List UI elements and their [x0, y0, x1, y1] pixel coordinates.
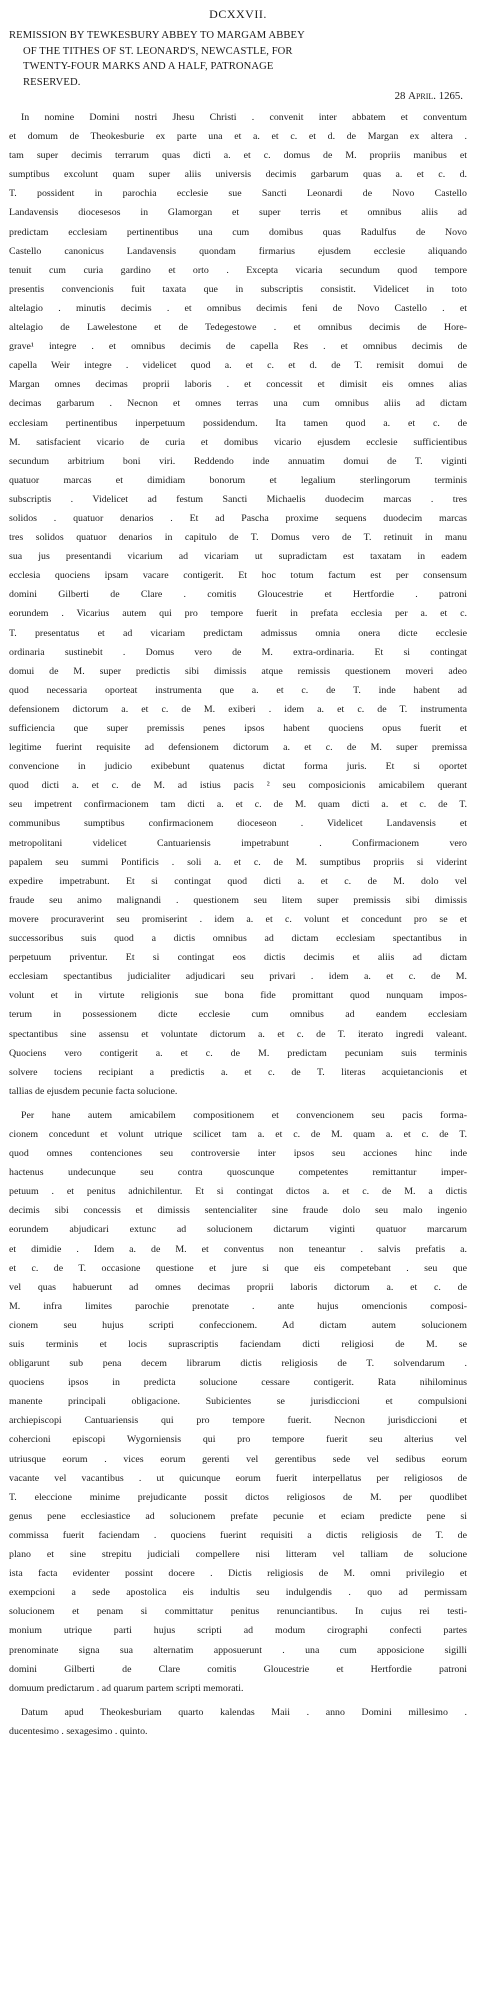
- text-line: plano et sine strepitu judiciali compellere nisi litteram vel talliam de solucione: [9, 1549, 467, 1561]
- text-line: fraude seu animo malignandi . questionem seu litem super premissis sibi dimissis: [9, 894, 467, 906]
- text-line: tallias de ejusdem pecunie facta solucione.: [9, 1085, 178, 1097]
- text-line: domini Gilberti de Clare . comitis Gloucestrie et Hertfordie . patroni: [9, 589, 467, 601]
- text-line: T. presentatus et ad vicariam predictam admissus omnia onera dicte ecclesie: [9, 627, 467, 639]
- text-line: quod necessaria oporteat instrumenta que a. et c. de T. inde habent ad: [9, 684, 467, 696]
- text-line: Margan omnes decimas proprii laboris . et concessit et dimisit eis omnes alias: [9, 379, 467, 391]
- text-line: vacante vel vacantibus . ut quicunque eorum fuerit interpellatus per religiosos de: [9, 1472, 467, 1484]
- text-line: sufficiencia que super premissis penes ipsos habent quociens opus fuerit et: [9, 723, 467, 734]
- text-line: legitime fuerint requisite ad defensionem dictorum a. et c. de M. super premissa: [9, 742, 467, 754]
- text-line: quatuor marcas et dimidiam bonorum et legalium sterlingorum terminis: [9, 474, 467, 486]
- text-line: volunt et in virtute religionis sue bona fide promittant quod nunquam impos-: [9, 990, 467, 1002]
- text-line: cionem seu hujus scripti confeccionem. Ad dictam autem solucionem: [9, 1319, 467, 1331]
- charter-body: [9, 108, 467, 1741]
- text-line: manente principali obligacione. Subicientes se jurisdiccioni et compulsioni: [9, 1396, 467, 1408]
- text-line: secundum arbitrium boni viri. Reddendo inde annuatim domui de T. viginti: [9, 455, 467, 467]
- text-line: M. infra limites parochie prenotate . ante hujus omencionis composi-: [9, 1300, 467, 1312]
- text-line: quociens ipsos in predicta solucione cessare contigerit. Rata nihilominus: [9, 1377, 467, 1389]
- text-line: et dimidie . Idem a. de M. et conventus non teneantur . salvis prefatis a.: [9, 1243, 467, 1255]
- text-line: tam super decimis terrarum quas dicti a. et c. domus de M. propriis manibus et: [9, 150, 467, 162]
- text-line: domui de M. super predictis sibi dimissis atque remissis questionem moveri adeo: [9, 665, 467, 677]
- text-line: monium utrique parti hujus scripti ad modum cirographi confecti partes: [9, 1625, 467, 1637]
- text-line: domini Gilberti de Clare comitis Gloucestrie et Hertfordie patroni: [9, 1663, 467, 1675]
- text-line: decimis sibi concessis et dimissis sentencialiter sine fraude dolo seu malo ingenio: [9, 1205, 467, 1217]
- text-line: predictam ecclesiam pertinentibus una cum domibus quas Radulfus de Novo: [9, 226, 467, 238]
- text-line: seu impetrent confirmacionem tam dicti a. et c. de M. quam dicti a. et c. de T.: [9, 799, 467, 811]
- text-line: quod omnes contenciones seu controversie inter ipsos seu acciones hinc inde: [9, 1148, 467, 1160]
- heading-line: OF THE TITHES OF ST. LEONARD'S, NEWCASTLE, FOR: [23, 45, 293, 57]
- text-line: ecclesiam spectantibus judicialiter adjudicari seu privari . idem a. et c. de M.: [9, 971, 467, 983]
- text-line: tenuit cum curia gardino et orto . Excepta vicaria secundum quod tempore: [9, 264, 467, 276]
- text-line: genus pene ecclesiastice ad solucionem prefate pecunie et eciam predicte pene si: [9, 1510, 467, 1522]
- text-line: grave¹ integre . et omnibus decimis de capella Res . et omnibus decimis de: [9, 341, 467, 353]
- text-line: eorundem abjudicari extunc ad solucionem dictarum viginti quatuor marcarum: [9, 1224, 467, 1236]
- date-month: April.: [408, 90, 436, 102]
- text-line: exempcioni a sede apostolica eis indultis seu indulgendis . quo ad permissam: [9, 1587, 467, 1599]
- text-line: Landavensis diocesesos in Glamorgan et super terris et omnibus aliis ad: [9, 207, 467, 219]
- text-line: movere procuraverint seu promiserint . idem a. et c. volunt et concedunt pro se et: [9, 913, 467, 925]
- text-line: convencione in judicio exibebunt quatenus dictat forma juris. Et si oportet: [9, 761, 467, 773]
- text-line: utriusque eorum . vices eorum gerenti vel gerentibus sede vel sedibus eorum: [9, 1453, 467, 1465]
- text-line: et domum de Theokesburie ex parte una et a. et c. et d. de Margan ex altera .: [9, 131, 467, 143]
- text-line: prenominate signa sua alternatim apposuerunt . una cum apposicione sigilli: [9, 1644, 467, 1656]
- text-line: communibus sumptibus confirmacionem dioceseon . Videlicet Landavensis et: [9, 818, 467, 830]
- text-line: ecclesiam pertinentibus inperpetuum possidendum. Ita tamen quod a. et c. de: [9, 417, 467, 429]
- text-line: M. satisfacient vicario de curia et domibus vicario ejusdem ecclesie sufficientibus: [9, 436, 467, 448]
- charter-paragraph: [9, 108, 467, 1101]
- text-line: Castello canonicus Landavensis quondam firmarius ejusdem ecclesie aliquando: [9, 245, 467, 257]
- text-line: altelagio de Lawelestone et de Tedegestowe . et omnibus decimis de Hore-: [9, 322, 467, 334]
- text-line: et c. de T. occasione questione et jure si que eis competebant . seu que: [9, 1262, 467, 1274]
- heading-line: TWENTY-FOUR MARKS AND A HALF, PATRONAGE: [23, 61, 274, 72]
- text-line: quod dicti a. et c. de M. ad istius pacis ² seu composicionis amicabilem querant: [9, 780, 467, 792]
- charter-paragraph: [9, 1106, 467, 1698]
- text-line: cionem concedunt et volunt utrique scilicet tam a. et c. de M. quam a. et c. de T.: [9, 1128, 467, 1140]
- text-line: ecclesia quociens ipsam vacare contigerit. Et hoc totum factum est per consensum: [9, 570, 467, 582]
- text-line: ista facta evidenter possint docere . Dictis religiosis de M. omni privilegio et: [9, 1568, 467, 1580]
- text-line: sumptibus excolunt quam super aliis universis decimis garbarum quas a. et c. d.: [9, 169, 467, 181]
- text-line: suis terminis et locis suprascriptis faciendam dicti religiosi de M. se: [9, 1339, 467, 1350]
- text-line: vel quas habuerunt ad omnes decimas proprii laboris dictorum a. et c. de: [9, 1281, 467, 1293]
- text-line: Datum apud Theokesburiam quarto kalendas Maii . anno Domini millesimo .: [21, 1706, 467, 1718]
- heading-line: REMISSION BY TEWKESBURY ABBEY TO MARGAM ABBEY: [9, 30, 305, 41]
- text-line: solucionem et penam si committatur penitus renunciantibus. In cujus rei testi-: [9, 1606, 467, 1618]
- text-line: altelagio . minutis decimis . et omnibus decimis feni de Novo Castello . et: [9, 302, 467, 314]
- text-line: capella Weir integre . videlicet quod a. et c. et d. de T. remisit domui de: [9, 360, 467, 372]
- text-line: papalem seu summi Pontificis . soli a. et c. de M. sumptibus propriis si viderint: [9, 856, 467, 868]
- text-line: tres solidos quatuor denarios in capitulo de T. Domus vero de T. retinuit in manu: [9, 532, 467, 544]
- charter-heading: [9, 28, 467, 90]
- text-line: successoribus suis quod a dictis omnibus ad dictam ecclesiam spectantibus in: [9, 933, 467, 945]
- text-line: obligarunt sub pena decem librarum dictis religiosis de T. solvendarum .: [9, 1358, 467, 1370]
- text-line: archiepiscopi Cantuariensis qui pro tempore fuerit. Necnon jurisdiccioni et: [9, 1415, 467, 1427]
- text-line: commissa fuerit faciendam . quociens fuerint requisiti a dictis religiosis de T. de: [9, 1529, 467, 1541]
- text-line: solidos . quatuor denarios . Et ad Pascha proxime sequens duodecim marcas: [9, 512, 467, 524]
- text-line: eorundem . Vicarius autem qui pro tempore fuerit in prefata ecclesia per a. et c.: [9, 608, 467, 620]
- charter-paragraph: [9, 1703, 467, 1741]
- text-line: cohercioni episcopi Wygorniensis qui pro tempore fuerit seu alterius vel: [9, 1434, 467, 1446]
- text-line: Per hane autem amicabilem compositionem et convencionem seu pacis forma-: [21, 1109, 467, 1121]
- text-line: perpetuum priventur. Et si contingat eos dictis decimis et aliis ad dictam: [9, 952, 467, 964]
- text-line: T. possident in parochia ecclesie sue Sancti Leonardi de Novo Castello: [9, 188, 467, 200]
- text-line: ducentesimo . sexagesimo . quinto.: [9, 1725, 148, 1737]
- text-line: subscriptis . Videlicet ad festum Sancti Michaelis duodecim marcas . tres: [9, 493, 467, 505]
- text-line: metropolitani videlicet Cantuariensis impetrabunt . Confirmacionem vero: [9, 837, 467, 849]
- text-line: hactenus undecunque seu contra quoscunque competentes remittantur imper-: [9, 1167, 467, 1179]
- text-line: terum in possessionem dicte ecclesie cum omnibus ad eandem ecclesiam: [9, 1009, 467, 1021]
- heading-line: RESERVED.: [23, 76, 81, 88]
- charter-date: [9, 88, 463, 104]
- text-line: defensionem dictorum a. et c. de M. exiberi . idem a. et c. de T. instrumenta: [9, 703, 467, 715]
- text-line: petuum . et penitus adnichilentur. Et si contingat dictos a. et c. de M. a dictis: [9, 1186, 467, 1198]
- text-line: presentis convencionis fuit taxata que in subscriptis consistit. Videlicet in toto: [9, 283, 467, 295]
- text-line: spectantibus sine assensu et voluntate dictorum a. et c. de T. iterato ingredi valeant.: [9, 1028, 467, 1040]
- charter-number: DCXXVII.: [209, 7, 267, 21]
- text-line: expedire impetrabunt. Et si contingat quod dicti a. et c. de M. dolo vel: [9, 875, 467, 887]
- text-line: decimas garbarum . Necnon et omnes terras una cum omnibus aliis ad dictam: [9, 398, 467, 410]
- text-line: ordinaria sustinebit . Domus vero de M. extra-ordinaria. Et si contingat: [9, 646, 467, 658]
- date-year: 1265.: [438, 90, 463, 102]
- date-day: 28: [394, 90, 406, 102]
- text-line: solvere tociens recipiant a predictis a. et c. de T. literas acquietancionis et: [9, 1066, 467, 1078]
- text-line: Quociens vero contigerit a. et c. de M. predictam pecuniam suis terminis: [9, 1047, 467, 1059]
- text-line: sua jus presentandi vicarium ad vicariam ut supradictam est taxatam in eadem: [9, 551, 467, 563]
- text-line: T. eleccione minime prejudicante possit dictos religiosos de M. per quodlibet: [9, 1491, 467, 1503]
- text-line: domuum predictarum . ad quarum partem scripti memorati.: [9, 1682, 244, 1694]
- text-line: In nomine Domini nostri Jhesu Christi . convenit inter abbatem et conventum: [21, 112, 467, 123]
